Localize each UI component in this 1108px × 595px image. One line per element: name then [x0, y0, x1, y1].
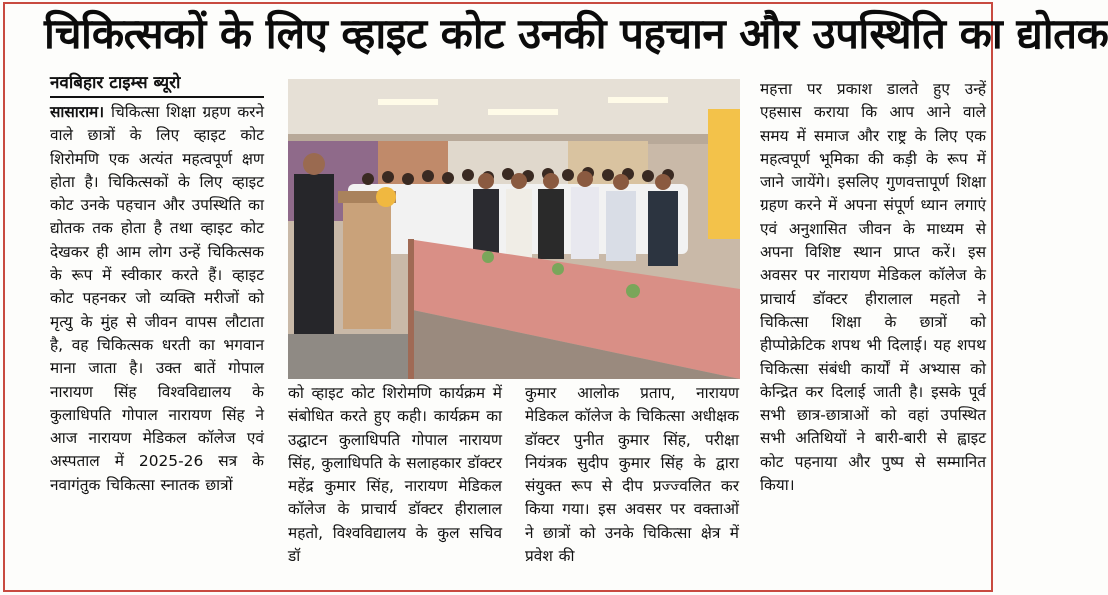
headline: चिकित्सकों के लिए व्हाइट कोट उनकी पहचान और उपस्थिति का द्योतक: [44, 9, 1108, 58]
column-4-text: महत्ता पर प्रकाश डालते हुए उन्हें एहसास कराया कि आप आने वाले समय में समाज और राष्ट्र के लिए एक महत्वपूर्ण भूमिका की कड़ी के रूप में जाने जायेंगे। इसलिए गुणवत्तापूर्ण शिक्षा ग्रहण करने में अपना संपूर्ण ध्यान लगाएं एवं अनुशासित जीवन के माध्यम से अपना विशिष्ट स्थान प्राप्त करें। इस अवसर पर नारायण मेडिकल कॉलेज के प्राचार्य डॉक्टर हीरालाल महतो ने चिकित्सा शिक्षा के छात्रों को हीप्पोक्रेटिक शपथ भी दिलाई। यह शपथ चिकित्सा संबंधी कार्यों में अभ्यास को केन्द्रित कर दिलाई जाती है। इसके पूर्व सभी छात्र-छात्राओं को वहां उपस्थित सभी अतिथियों ने बारी-बारी से ह्वाइट कोट पहनाया और पुष्प से सम्मानित किया।: [760, 80, 986, 495]
dateline: सासाराम।: [50, 103, 105, 121]
event-photo: [288, 79, 740, 379]
article-column-2: [288, 382, 502, 582]
column-3-text: कुमार आलोक प्रताप, नारायण मेडिकल कॉलेज के चिकित्सा अधीक्षक डॉक्टर पुनीत कुमार सिंह, परीक्षा नियंत्रक सुदीप कुमार सिंह के द्वारा संयुक्त रूप से दीप प्रज्ज्वलित कर किया गया। इस अवसर पर वक्ताओं ने छात्रों को उनके चिकित्सा क्षेत्र में प्रवेश की: [525, 384, 739, 566]
column-1-text: चिकित्सा शिक्षा ग्रहण करने वाले छात्रों के लिए व्हाइट कोट शिरोमणि एक अत्यंत महत्वपूर्ण क्षण होता है। चिकित्सकों के लिए व्हाइट कोट उनके पहचान और उपस्थिति का द्योतक तक होता है तथा व्हाइट कोट देखकर ही आम लोग उन्हें चिकित्सक के रूप में स्वीकार करते हैं। व्हाइट कोट पहनकर जो व्यक्ति मरीजों को मृत्यु के मुंह से जीवन वापस लौटाता है, वह चिकित्सक धरती का भगवान माना जाता है। उक्त बातें गोपाल नारायण सिंह विश्वविद्यालय के कुलाधिपति गोपाल नारायण सिंह ने आज नारायण मेडिकल कॉलेज एवं अस्पताल में 2025-26 सत्र के नवागंतुक चिकित्सा स्नातक छात्रों: [50, 103, 264, 494]
byline: नवबिहार टाइम्स ब्यूरो: [50, 70, 264, 98]
event-photo-illustration: [288, 79, 740, 379]
article-column-3: [525, 382, 739, 582]
article-column-4: [760, 78, 986, 583]
column-2-text: को व्हाइट कोट शिरोमणि कार्यक्रम में संबोधित करते हुए कही। कार्यक्रम का उद्घाटन कुलाधिपति गोपाल नारायण सिंह, कुलाधिपति के सलाहकार डॉक्टर महेंद्र कुमार सिंह, नारायण मेडिकल कॉलेज के प्राचार्य डॉक्टर हीरालाल महतो, विश्वविद्यालय के कुल सचिव डॉ: [288, 384, 502, 566]
article-column-1: [50, 101, 264, 581]
